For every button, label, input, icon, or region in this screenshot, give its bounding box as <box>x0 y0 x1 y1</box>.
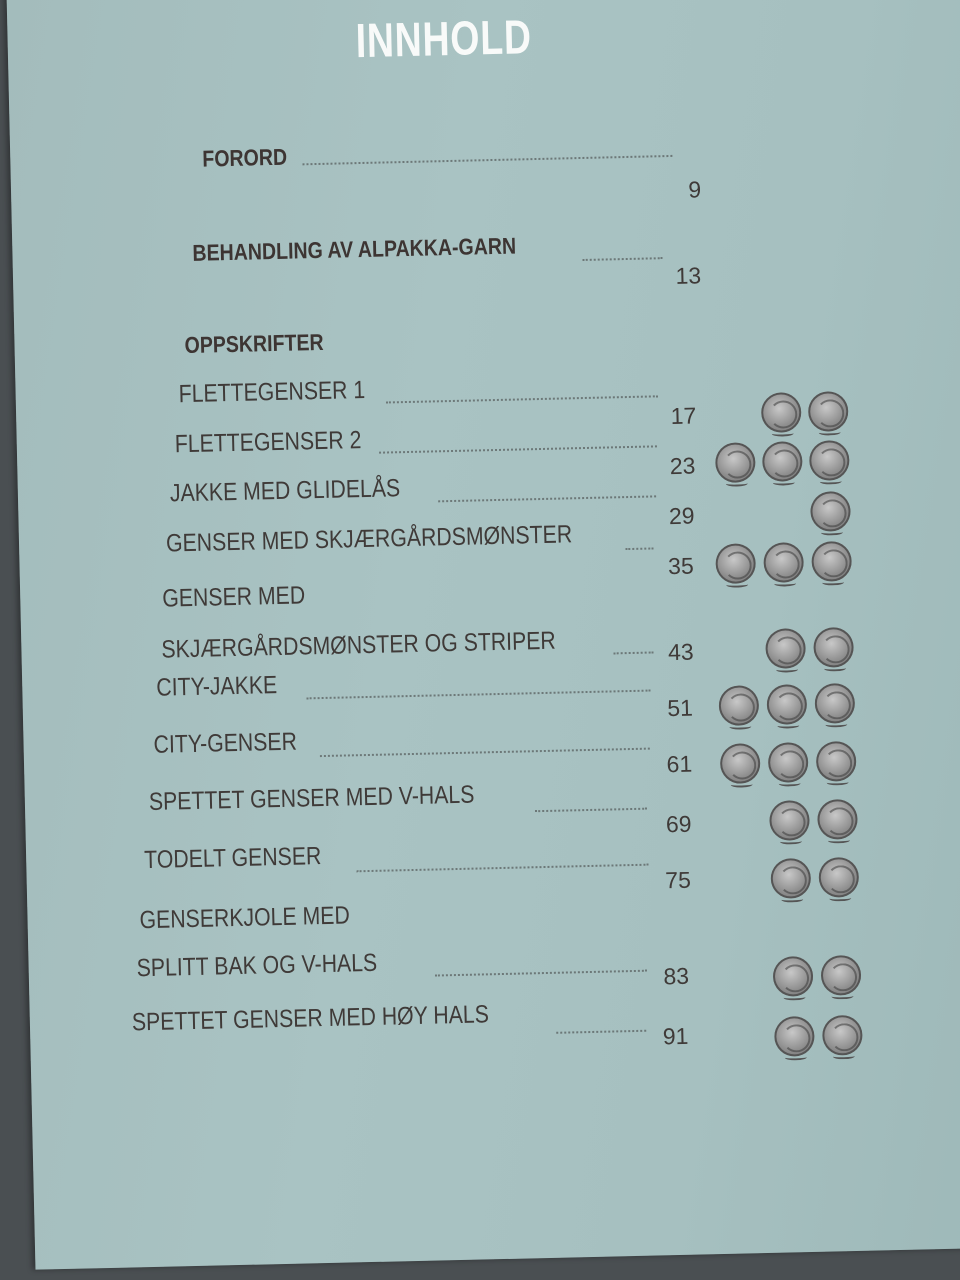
toc-label-genser-med-striper-line1: GENSER MED <box>161 581 306 613</box>
toc-leader <box>614 651 654 654</box>
toc-label-city-genser: CITY-GENSER <box>153 727 298 759</box>
toc-leader <box>357 864 649 873</box>
toc-label-forord: FORORD <box>202 143 288 172</box>
toc-label-spettet-genser-v-hals: SPETTET GENSER MED V-HALS <box>148 780 475 816</box>
yarn-ball-icon <box>766 684 807 725</box>
toc-leader <box>302 155 672 165</box>
section-heading-oppskrifter: OPPSKRIFTER <box>184 328 324 359</box>
toc-leader <box>583 257 663 261</box>
toc-page-genser-med-striper: 43 <box>667 638 694 666</box>
book-page <box>6 0 960 1270</box>
toc-page-genserkjole: 83 <box>663 962 690 990</box>
toc-label-flettegenser-2: FLETTEGENSER 2 <box>174 426 362 459</box>
toc-page-city-jakke: 51 <box>667 694 694 722</box>
yarn-ball-icon <box>813 627 854 668</box>
yarn-ball-icon <box>774 1016 815 1057</box>
toc-page-genser-med-skjaergardsmonster: 35 <box>667 552 694 580</box>
toc-page-todelt-genser: 75 <box>664 866 692 894</box>
yarn-ball-icon <box>763 542 804 583</box>
yarn-ball-icon <box>817 799 858 840</box>
yarn-ball-icon <box>773 956 814 997</box>
toc-page-flettegenser-2: 23 <box>669 452 696 480</box>
toc-label-city-jakke: CITY-JAKKE <box>156 671 278 702</box>
yarn-ball-icon <box>768 742 809 783</box>
yarn-ball-icon <box>809 440 850 481</box>
toc-leader <box>320 748 650 757</box>
toc-leader <box>379 445 657 453</box>
yarn-ball-icon <box>765 628 806 669</box>
yarn-ball-icon <box>816 741 857 782</box>
yarn-ball-icon <box>718 685 759 726</box>
yarn-ball-icon <box>762 441 803 482</box>
yarn-ball-icon <box>818 857 859 898</box>
yarn-ball-icon <box>770 858 811 899</box>
yarn-ball-icon <box>715 543 756 584</box>
yarn-ball-icon <box>811 541 852 582</box>
toc-page-behandling: 13 <box>675 262 702 289</box>
page-title: INNHOLD <box>355 11 533 69</box>
yarn-ball-icon <box>808 391 849 432</box>
toc-leader <box>556 1030 646 1034</box>
toc-label-spettet-genser-hoy-hals: SPETTET GENSER MED HØY HALS <box>131 1000 490 1037</box>
yarn-ball-icon <box>822 1015 863 1056</box>
toc-leader <box>438 495 656 502</box>
toc-leader <box>386 395 658 403</box>
toc-label-behandling: BEHANDLING AV ALPAKKA-GARN <box>192 232 517 266</box>
yarn-ball-icon <box>761 392 802 433</box>
toc-label-todelt-genser: TODELT GENSER <box>143 842 322 875</box>
toc-leader <box>307 690 651 700</box>
yarn-ball-icon <box>769 800 810 841</box>
yarn-ball-icon <box>720 743 761 784</box>
yarn-ball-icon <box>821 955 862 996</box>
toc-page-city-genser: 61 <box>666 750 693 778</box>
toc-page-jakke-med-glidelas: 29 <box>668 502 695 530</box>
toc-label-genserkjole-line2: SPLITT BAK OG V-HALS <box>136 948 378 983</box>
toc-page-spettet-genser-hoy-hals: 91 <box>662 1022 689 1050</box>
yarn-ball-icon <box>814 683 855 724</box>
toc-label-flettegenser-1: FLETTEGENSER 1 <box>178 375 366 409</box>
yarn-ball-icon <box>810 491 851 532</box>
toc-label-genser-med-skjaergardsmonster: GENSER MED SKJÆRGÅRDSMØNSTER <box>165 520 573 558</box>
toc-label-genserkjole-line1: GENSERKJOLE MED <box>139 901 351 935</box>
toc-page-spettet-genser-v-hals: 69 <box>665 810 692 838</box>
toc-page-flettegenser-1: 17 <box>670 402 697 430</box>
toc-label-jakke-med-glidelas: JAKKE MED GLIDELÅS <box>169 474 401 508</box>
toc-leader <box>435 970 647 977</box>
toc-leader <box>535 808 647 813</box>
toc-label-genser-med-striper-line2: SKJÆRGÅRDSMØNSTER OG STRIPER <box>161 626 557 664</box>
toc-page-forord: 9 <box>688 176 702 203</box>
yarn-ball-icon <box>715 442 756 483</box>
toc-leader <box>625 547 653 550</box>
